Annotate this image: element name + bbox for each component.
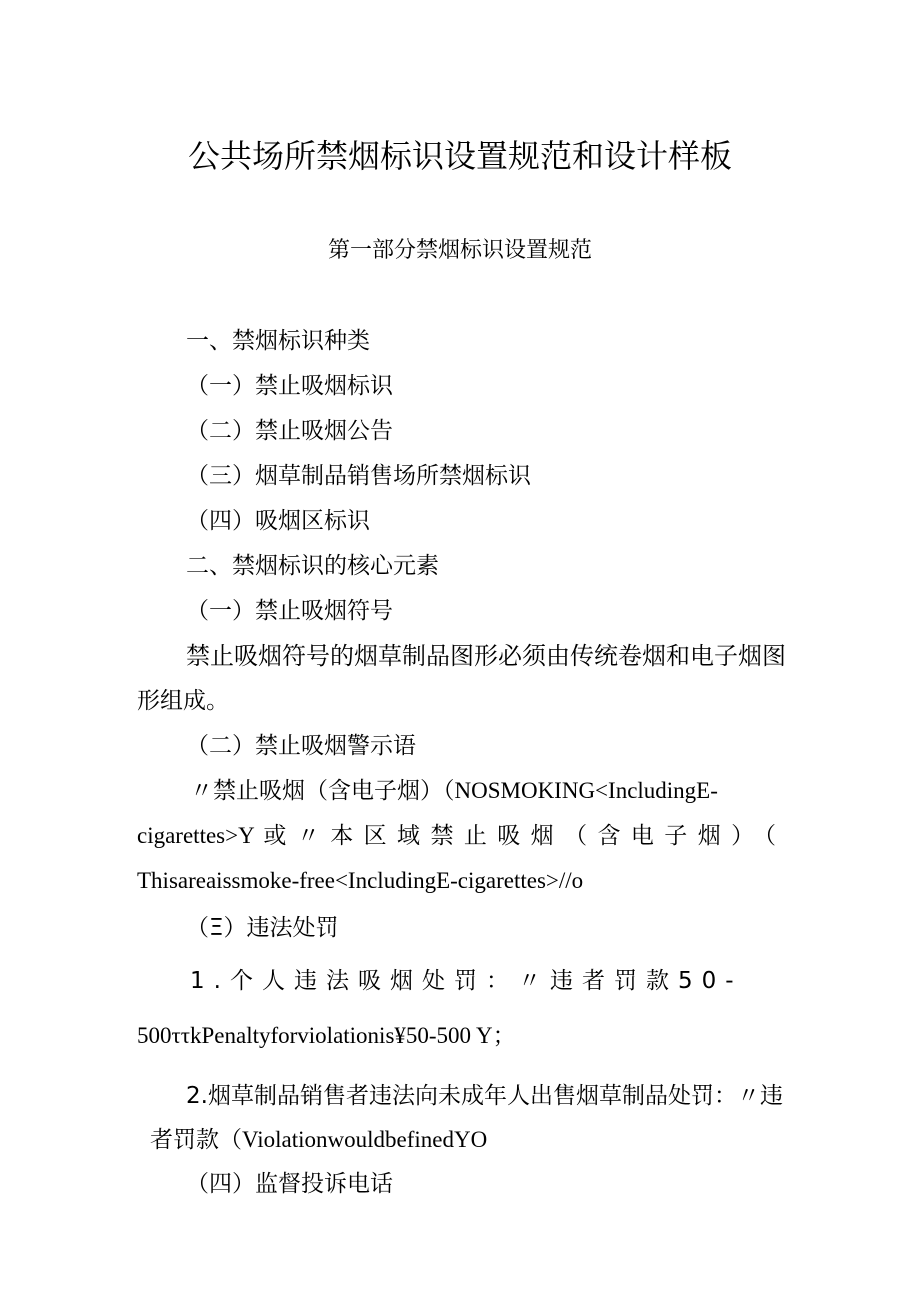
warning-en-2: cigarettes>Y bbox=[137, 823, 255, 848]
paragraph-3-line-1: 1.个人违法吸烟处罚：〃违者罚款50- bbox=[190, 968, 743, 994]
heading-1: 一、禁烟标识种类 bbox=[186, 328, 370, 354]
paragraph-2-line-3: Thisareaissmoke-free<IncludingE-cigarettes>//o bbox=[137, 868, 584, 893]
paragraph-3-line-2: 500ττkPenaltyforviolationis¥50-500 Y； bbox=[137, 1023, 516, 1048]
warning-cn-2: 或〃本区域禁止吸烟（含电子烟）（ bbox=[263, 823, 786, 849]
warning-cn-1: 〃禁止吸烟（含电子烟）（ bbox=[190, 778, 455, 804]
subheading-5: （一）禁止吸烟符号 bbox=[186, 598, 393, 624]
warning-en-1: NOSMOKING<IncludingE- bbox=[454, 778, 718, 803]
paragraph-1-line-1: 禁止吸烟符号的烟草制品图形必须由传统卷烟和电子烟图 bbox=[186, 642, 786, 670]
part-subtitle: 第一部分禁烟标识设置规范 bbox=[327, 238, 592, 263]
document-title: 公共场所禁烟标识设置规范和设计样板 bbox=[187, 137, 732, 175]
subheading-6: （二）禁止吸烟警示语 bbox=[186, 733, 416, 759]
paragraph-2-line-2 bbox=[137, 821, 785, 851]
subheading-8: （四）监督投诉电话 bbox=[186, 1171, 393, 1197]
paragraph-1-line-2: 形组成。 bbox=[137, 688, 229, 714]
subheading-2: （二）禁止吸烟公告 bbox=[186, 418, 393, 444]
heading-2: 二、禁烟标识的核心元素 bbox=[186, 553, 439, 579]
paragraph-2-line-1 bbox=[190, 776, 718, 806]
penalty-en: ViolationwouldbefinedYO bbox=[242, 1127, 488, 1152]
subheading-7: （Ξ）违法处罚 bbox=[186, 915, 339, 941]
paragraph-4-line-2 bbox=[150, 1125, 487, 1155]
subheading-1: （一）禁止吸烟标识 bbox=[186, 373, 393, 399]
subheading-4: （四）吸烟区标识 bbox=[186, 508, 370, 534]
penalty-cn: 者罚款（ bbox=[150, 1127, 242, 1153]
subheading-3: （三）烟草制品销售场所禁烟标识 bbox=[186, 463, 531, 489]
paragraph-4-line-1: 2.烟草制品销售者违法向未成年人出售烟草制品处罚：〃违 bbox=[186, 1083, 783, 1109]
